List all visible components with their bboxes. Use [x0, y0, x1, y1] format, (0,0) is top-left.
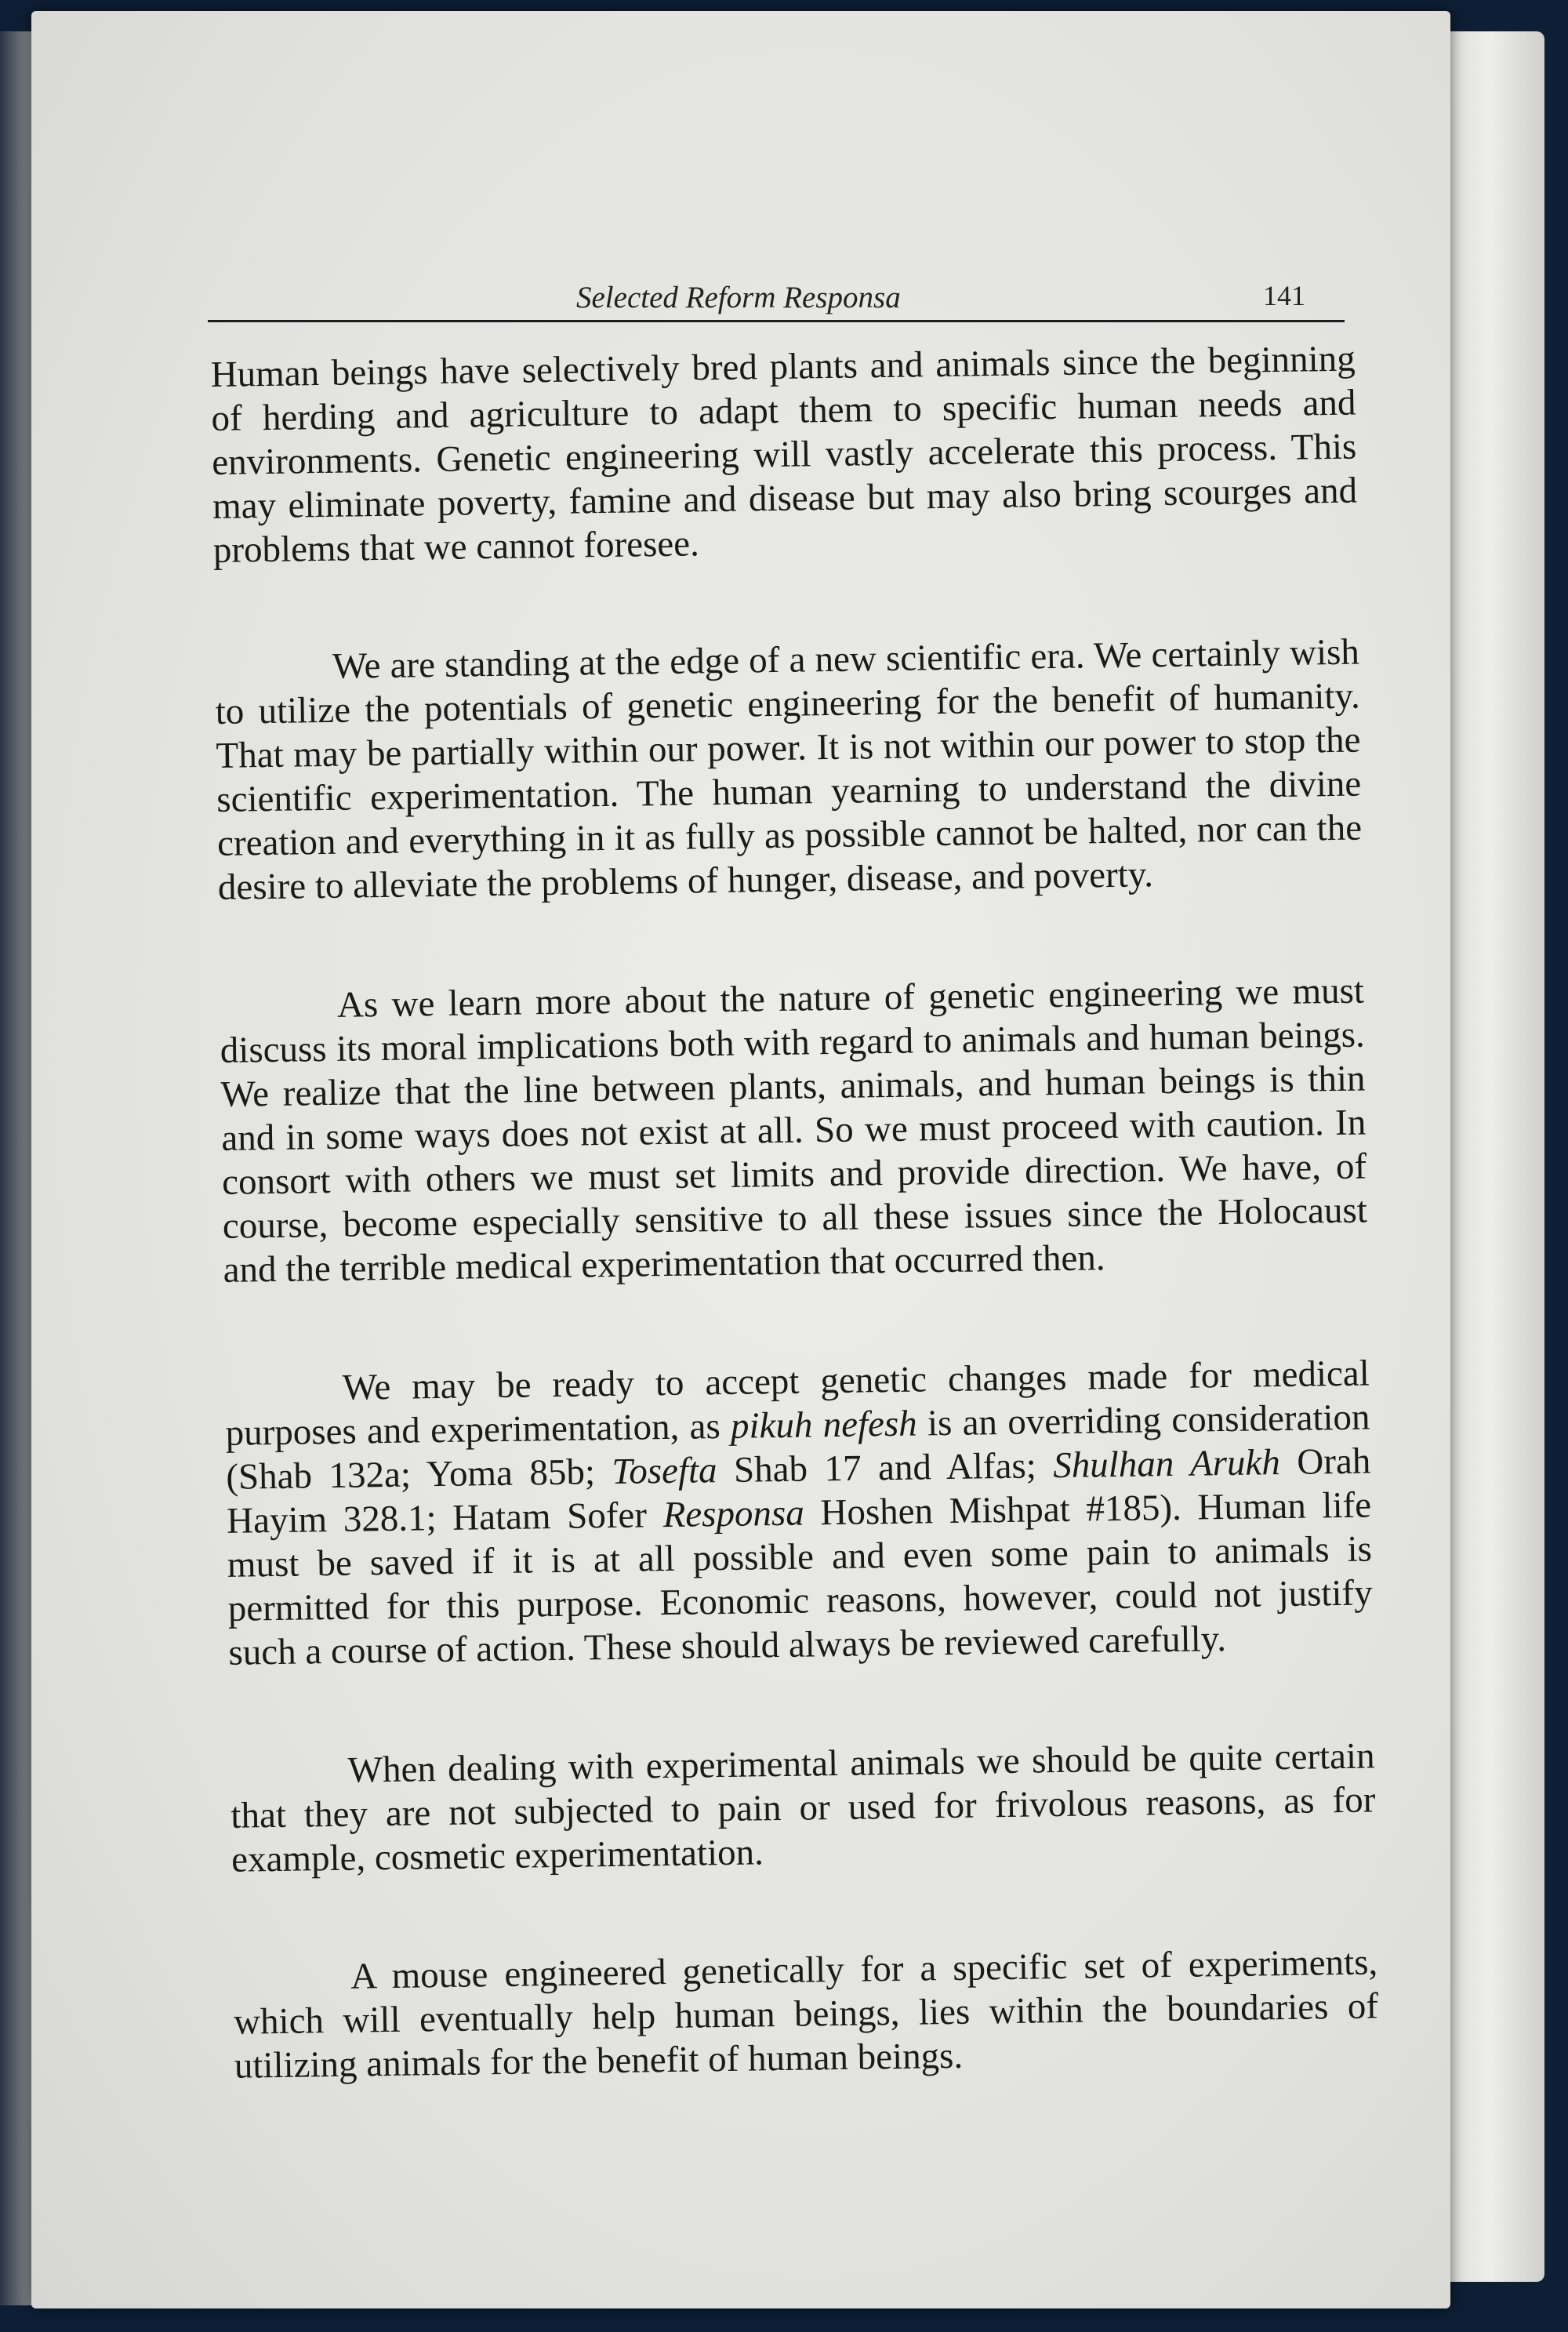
- term-pikuh-nefesh: pikuh nefesh: [730, 1403, 918, 1447]
- running-header: [208, 270, 1345, 322]
- body-text: [210, 315, 1379, 2087]
- term-responsa: Responsa: [662, 1492, 805, 1536]
- paragraph-2: We are standing at the edge of a new scientific era. We certainly wish to utilize the potentials of genetic engineering for the benefit of humanity. That may be partially within our power. It is not within our power to stop the scientific experimentation. The human yearning to understand the divine creation and everything in it as fully as possible cannot be halted, nor can the desire to alleviate the problems of hunger, disease, and poverty.: [215, 631, 1363, 908]
- term-tosefta: Tosefta: [612, 1450, 717, 1492]
- running-title: Selected Reform Responsa: [576, 281, 901, 314]
- paragraph-4-text-1: We may be ready to accept genetic changes made for medical purposes and experimentation, as: [225, 1353, 1370, 1454]
- book-page: [31, 11, 1450, 2308]
- paragraph-4-text-2: is an overriding consideration (Shab 132a; Yoma 85b;: [226, 1397, 1370, 1498]
- paragraph-3: As we learn more about the nature of genetic engineering we must discuss its moral implications both with regard to animals and human beings. We realize that the line between plants, animals, and human beings is thin and in some ways does not exist at all. So we must proceed with caution. In consort with others we must set limits and provide direction. We have, of course, become especially sensitive to all these issues since the Holocaust and the terrible medical experimentation that occurred then.: [220, 970, 1368, 1291]
- term-shulhan-arukh: Shulhan Arukh: [1052, 1442, 1281, 1487]
- page-stack-edge: [1435, 31, 1544, 2282]
- paragraph-4-text-4: Orah Hayim 328.1; Hatam Sofer: [226, 1440, 1371, 1542]
- paragraph-4-text-5: Hoshen Mishpat #185). Human life must be saved if it is at all possible and even some pain to animals is permitted for this purpose. Economic reasons, however, could not justify such a course of action. These should always be reviewed carefully.: [227, 1484, 1373, 1673]
- paragraph-5: When dealing with experimental animals we should be quite certain that they are not subjected to pain or used for frivolous reasons, as for example, cosmetic experimentation.: [230, 1735, 1376, 1880]
- paragraph-4: [224, 1351, 1373, 1674]
- paragraph-6: A mouse engineered genetically for a specific set of experiments, which will eventually help human beings, lies within the boundaries of utilizing animals for the benefit of human beings.: [233, 1942, 1379, 2087]
- paragraph-1: Human beings have selectively bred plants and animals since the beginning of herding and agriculture to adapt them to specific human needs and environments. Genetic engineering will vastly accelerate this process. This may eliminate poverty, famine and disease but may also bring scourges and problems that we cannot foresee.: [210, 338, 1358, 571]
- paragraph-4-text-3: Shab 17 and Alfas;: [717, 1445, 1054, 1491]
- page-number: 141: [1263, 280, 1305, 311]
